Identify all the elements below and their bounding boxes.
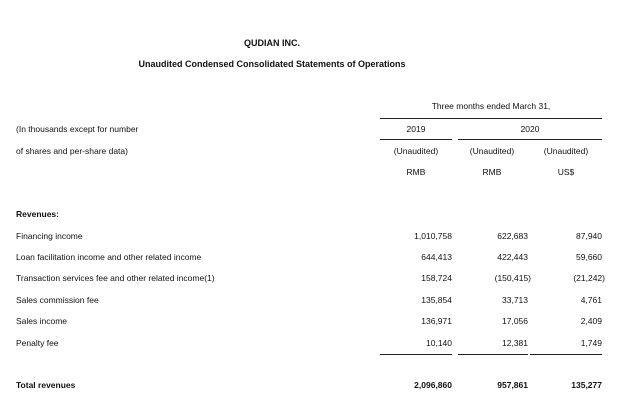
- section-label-revenues: Revenues:: [16, 209, 59, 219]
- row-value-2020-rmb: 17,056: [502, 316, 528, 326]
- row-value-2020-rmb: 422,443: [497, 252, 528, 262]
- row-value-2020-rmb: 12,381: [502, 338, 528, 348]
- row-value-2020-usd: 2,409: [580, 316, 602, 326]
- audit-status-2020-rmb: (Unaudited): [469, 146, 515, 156]
- subtotal-rule-2019: [380, 354, 452, 355]
- row-value-2020-usd: 59,660: [576, 252, 602, 262]
- row-value-2020-usd: 1,749: [580, 338, 602, 348]
- row-value-2020-usd: 4,761: [580, 295, 602, 305]
- row-value-2019: 1,010,758: [414, 231, 452, 241]
- row-label: Sales income: [16, 316, 68, 326]
- year-2020-rule: [458, 139, 602, 140]
- audit-status-2020-usd: (Unaudited): [543, 146, 589, 156]
- total-label: Total revenues: [16, 380, 76, 390]
- row-label: Financing income: [16, 231, 83, 241]
- stub-line-1: (In thousands except for number: [16, 124, 139, 134]
- audit-status-2019: (Unaudited): [393, 146, 439, 156]
- row-value-2019: 644,413: [421, 252, 452, 262]
- row-label: Sales commission fee: [16, 295, 99, 305]
- statement-title: Unaudited Condensed Consolidated Statements of Operations: [138, 59, 406, 69]
- row-value-2020-rmb: 33,713: [502, 295, 528, 305]
- period-header-rule: [380, 118, 602, 119]
- row-value-2019: 135,854: [421, 295, 452, 305]
- year-2019-rule: [380, 139, 452, 140]
- subtotal-rule-2020-rmb: [458, 354, 528, 355]
- year-2020: 2020: [520, 124, 540, 134]
- total-value-2019: 2,096,860: [414, 380, 452, 390]
- row-value-2020-usd: (21,242): [573, 273, 605, 283]
- period-header: Three months ended March 31,: [431, 101, 551, 111]
- currency-2020-usd: US$: [557, 167, 575, 177]
- row-label: Loan facilitation income and other related income: [16, 252, 202, 262]
- total-value-2020-rmb: 957,861: [497, 380, 528, 390]
- stub-line-2: of shares and per-share data): [16, 146, 128, 156]
- currency-2019: RMB: [406, 167, 426, 177]
- row-value-2019: 10,140: [426, 338, 452, 348]
- row-value-2020-usd: 87,940: [576, 231, 602, 241]
- currency-2020-rmb: RMB: [482, 167, 502, 177]
- year-2019: 2019: [406, 124, 426, 134]
- company-name: QUDIAN INC.: [244, 38, 300, 48]
- row-value-2019: 158,724: [421, 273, 452, 283]
- row-value-2019: 136,971: [421, 316, 452, 326]
- row-label: Transaction services fee and other related income(1): [16, 273, 215, 283]
- row-label: Penalty fee: [16, 338, 59, 348]
- subtotal-rule-2020-usd: [530, 354, 602, 355]
- row-value-2020-rmb: (150,415): [494, 273, 531, 283]
- row-value-2020-rmb: 622,683: [497, 231, 528, 241]
- total-value-2020-usd: 135,277: [571, 380, 602, 390]
